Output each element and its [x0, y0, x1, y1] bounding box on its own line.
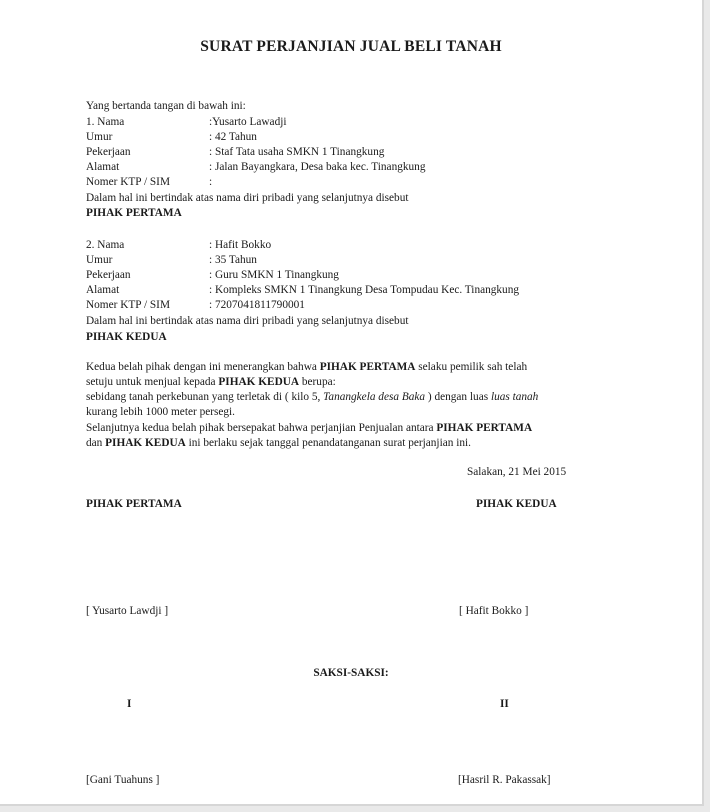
body-line-3-text-a: sebidang tanah perkebunan yang terletak di ( kilo 5,	[86, 391, 324, 403]
body-line-5	[86, 421, 532, 436]
signature-right-role: PIHAK KEDUA	[476, 498, 557, 510]
party2-name-value: : Hafit Bokko	[209, 239, 272, 251]
party2-role: PIHAK KEDUA	[86, 331, 167, 343]
signature-left-role: PIHAK PERTAMA	[86, 498, 182, 510]
party2-job-value: : Guru SMKN 1 Tinangkung	[209, 269, 339, 281]
party2-job-row	[86, 268, 339, 283]
document-title: SURAT PERJANJIAN JUAL BELI TANAH	[200, 38, 502, 55]
party1-age-row	[86, 130, 257, 145]
body-line-3-area: luas tanah	[490, 391, 539, 403]
party1-address-row	[86, 160, 425, 175]
body-line-1-party1: PIHAK PERTAMA	[319, 361, 416, 373]
witness-left-name: [Gani Tuahuns ]	[86, 774, 160, 786]
party1-name-value: :Yusarto Lawadji	[209, 116, 287, 128]
party1-id-label: Nomer KTP / SIM	[86, 176, 170, 188]
party1-address-value: : Jalan Bayangkara, Desa baka kec. Tinangkung	[209, 161, 426, 173]
party1-address-label: Alamat	[86, 161, 120, 173]
body-line-5-party1: PIHAK PERTAMA	[436, 422, 533, 434]
party1-statement: Dalam hal ini bertindak atas nama diri pribadi yang selanjutnya disebut	[86, 192, 409, 204]
party1-name-label: 1. Nama	[86, 116, 125, 128]
witness-left-number: I	[127, 698, 132, 710]
party2-age-value: : 35 Tahun	[209, 254, 257, 266]
body-line-6-party2: PIHAK KEDUA	[105, 437, 186, 449]
party2-name-label: 2. Nama	[86, 239, 125, 251]
body-line-3-text-c: ) dengan luas	[425, 391, 491, 403]
party2-statement: Dalam hal ini bertindak atas nama diri pribadi yang selanjutnya disebut	[86, 315, 409, 327]
body-line-6	[86, 436, 471, 451]
party2-id-value: : 7207041811790001	[209, 299, 305, 311]
party1-job-row	[86, 145, 384, 160]
party1-id-row	[86, 175, 212, 190]
body-line-3	[86, 390, 538, 405]
signature-right-name: [ Hafit Bokko ]	[459, 605, 529, 617]
party2-job-label: Pekerjaan	[86, 269, 131, 281]
witnesses-heading: SAKSI-SAKSI:	[313, 667, 389, 679]
body-line-2-text-a: setuju untuk menjual kepada	[86, 376, 219, 388]
party2-address-label: Alamat	[86, 284, 120, 296]
party1-role: PIHAK PERTAMA	[86, 207, 182, 219]
body-line-2-party2: PIHAK KEDUA	[218, 376, 300, 388]
party2-address-row	[86, 283, 519, 298]
party2-id-row	[86, 298, 305, 313]
party1-job-label: Pekerjaan	[86, 146, 131, 158]
party1-id-value: :	[209, 176, 213, 188]
party1-job-value: : Staf Tata usaha SMKN 1 Tinangkung	[209, 146, 385, 158]
party2-age-label: Umur	[86, 254, 113, 266]
witness-right-name: [Hasril R. Pakassak]	[458, 774, 551, 786]
body-line-3-location: Tanangkela desa Baka	[323, 391, 426, 403]
place-date: Salakan, 21 Mei 2015	[467, 466, 567, 478]
party1-age-value: : 42 Tahun	[209, 131, 257, 143]
body-line-1-text-c: selaku pemilik sah telah	[415, 361, 528, 373]
body-line-4: kurang lebih 1000 meter persegi.	[86, 406, 236, 418]
body-line-2-text-c: berupa:	[299, 376, 336, 388]
party2-id-label: Nomer KTP / SIM	[86, 299, 170, 311]
signature-left-name: [ Yusarto Lawdji ]	[86, 605, 169, 617]
body-line-5-text-a: Selanjutnya kedua belah pihak bersepakat bahwa perjanjian Penjualan antara	[86, 422, 437, 434]
body-line-6-text-a: dan	[86, 437, 106, 449]
intro-text: Yang bertanda tangan di bawah ini:	[86, 100, 246, 112]
party2-age-row	[86, 253, 257, 268]
body-line-6-text-c: ini berlaku sejak tanggal penandatanganan surat perjanjian ini.	[185, 437, 471, 449]
body-line-1	[86, 360, 527, 375]
body-line-1-text-a: Kedua belah pihak dengan ini menerangkan bahwa	[86, 361, 320, 373]
party1-name-row	[86, 115, 287, 130]
body-line-2	[86, 375, 336, 390]
witness-right-number: II	[500, 698, 509, 710]
party1-age-label: Umur	[86, 131, 113, 143]
party2-name-row	[86, 238, 271, 253]
party2-address-value: : Kompleks SMKN 1 Tinangkung Desa Tompudau Kec. Tinangkung	[209, 284, 519, 296]
